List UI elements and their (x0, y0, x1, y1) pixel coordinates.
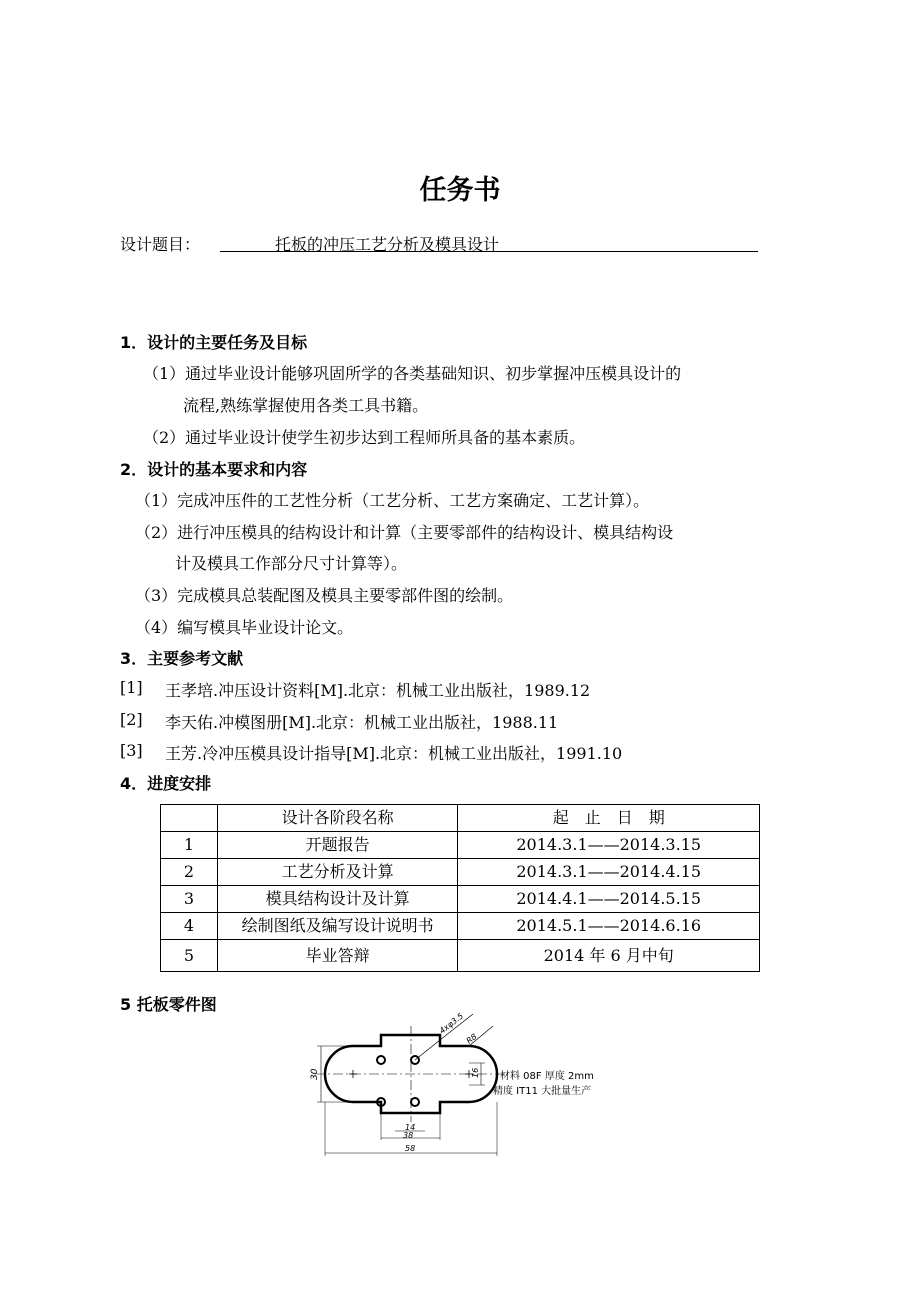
dim-58-label: 58 (405, 1144, 416, 1153)
table-header-cell: 起 止 日 期 (458, 805, 760, 832)
part-drawing (295, 1008, 625, 1168)
schedule-table (160, 804, 760, 972)
table-cell: 2014.3.1——2014.3.15 (458, 832, 760, 859)
table-row (161, 886, 760, 913)
precision-note: 精度 IT11 大批量生产 (493, 1086, 592, 1097)
section2-item: 计及模具工作部分尺寸计算等）。 (175, 554, 408, 573)
subject-label: 设计题目： (120, 235, 201, 254)
subject-value: 托板的冲压工艺分析及模具设计 (275, 235, 500, 254)
section1-heading: 1．设计的主要任务及目标 (120, 333, 308, 352)
dim-holes-label: 4xφ3.5 (437, 1011, 466, 1036)
section2-item: （2）进行冲压模具的结构设计和计算（主要零部件的结构设计、模具结构设 (135, 523, 674, 542)
table-row (161, 940, 760, 972)
section1-item: （1）通过毕业设计能够巩固所学的各类基础知识、初步掌握冲压模具设计的 (143, 364, 682, 383)
table-header-row (161, 805, 760, 832)
page-title: 任务书 (419, 175, 501, 206)
section4-heading: 4．进度安排 (120, 774, 212, 793)
reference-text: 李天佑.冲模图册[M].北京：机械工业出版社，1988.11 (165, 713, 559, 732)
reference-text: 王孝培.冲压设计资料[M].北京：机械工业出版社，1989.12 (165, 681, 591, 700)
table-cell: 工艺分析及计算 (217, 859, 458, 886)
section2-item: （4）编写模具毕业设计论文。 (135, 618, 354, 637)
table-cell: 4 (161, 913, 218, 940)
table-cell: 2 (161, 859, 218, 886)
table-cell: 模具结构设计及计算 (217, 886, 458, 913)
table-cell: 2014.3.1——2014.4.15 (458, 859, 760, 886)
reference-number: [2] (120, 710, 143, 729)
table-cell: 2014 年 6 月中旬 (458, 940, 760, 972)
dim-radius-label: R8 (464, 1031, 479, 1046)
reference-text: 王芳.冷冲压模具设计指导[M].北京：机械工业出版社，1991.10 (165, 744, 623, 763)
table-row (161, 832, 760, 859)
table-row (161, 859, 760, 886)
table-cell: 毕业答辩 (217, 940, 458, 972)
table-cell: 2014.5.1——2014.6.16 (458, 913, 760, 940)
mounting-holes (377, 1056, 419, 1106)
section1-item: 流程,熟练掌握使用各类工具书籍。 (183, 396, 429, 415)
material-note: 材料 08F 厚度 2mm (500, 1071, 594, 1082)
dim-38-label: 38 (403, 1131, 414, 1140)
table-row (161, 913, 760, 940)
dim-inner-height-label: 16 (471, 1067, 480, 1078)
dim-14-label: 14 (405, 1123, 416, 1132)
dim-height-label: 30 (310, 1068, 320, 1080)
section2-item: （3）完成模具总装配图及模具主要零部件图的绘制。 (135, 586, 514, 605)
table-header-cell (161, 805, 218, 832)
table-header-cell: 设计各阶段名称 (217, 805, 458, 832)
reference-number: [1] (120, 678, 143, 697)
section3-heading: 3．主要参考文献 (120, 649, 244, 668)
table-cell: 绘制图纸及编写设计说明书 (217, 913, 458, 940)
table-cell: 5 (161, 940, 218, 972)
table-cell: 1 (161, 832, 218, 859)
section2-heading: 2．设计的基本要求和内容 (120, 460, 308, 479)
section5-heading: 5 托板零件图 (120, 995, 217, 1014)
table-cell: 3 (161, 886, 218, 913)
reference-number: [3] (120, 741, 143, 760)
table-cell: 开题报告 (217, 832, 458, 859)
table-cell: 2014.4.1——2014.5.15 (458, 886, 760, 913)
section1-item: （2）通过毕业设计使学生初步达到工程师所具备的基本素质。 (143, 428, 586, 447)
section2-item: （1）完成冲压件的工艺性分析（工艺分析、工艺方案确定、工艺计算）。 (135, 491, 650, 510)
